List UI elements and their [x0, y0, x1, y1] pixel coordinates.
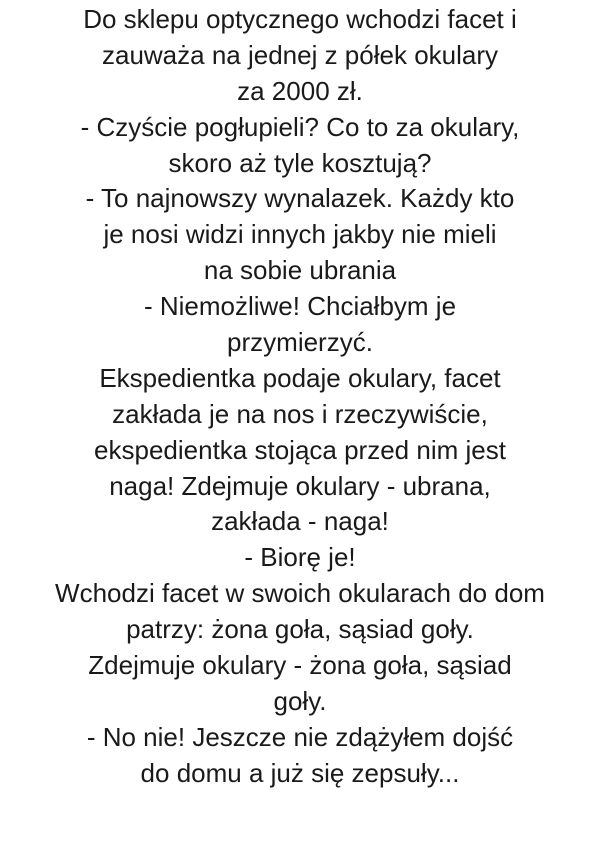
joke-line: - To najnowszy wynalazek. Każdy kto	[85, 183, 515, 214]
joke-line: Wchodzi facet w swoich okularach do dom	[55, 578, 545, 609]
joke-line: Do sklepu optycznego wchodzi facet i	[83, 4, 517, 34]
joke-line: Ekspedientka podaje okulary, facet	[99, 362, 501, 393]
joke-line: do domu a już się zepsuły...	[140, 757, 460, 788]
joke-line: goły.	[273, 685, 327, 716]
joke-line: - Czyście pogłupieli? Co to za okulary,	[80, 111, 520, 142]
joke-line: patrzy: żona goła, sąsiad goły.	[126, 614, 474, 645]
joke-line: zakłada - naga!	[211, 506, 389, 537]
joke-line: przymierzyć.	[227, 327, 373, 358]
joke-line: - Biorę je!	[244, 542, 356, 573]
joke-line: zakłada je na nos i rzeczywiście,	[112, 398, 488, 429]
joke-line: zauważa na jednej z półek okulary	[101, 39, 499, 70]
joke-line: - Niemożliwe! Chciałbym je	[143, 291, 457, 322]
joke-line: Zdejmuje okulary - żona goła, sąsiad	[88, 650, 512, 681]
joke-text	[0, 2, 600, 792]
joke-line: je nosi widzi innych jakby nie mieli	[103, 219, 497, 250]
joke-line: ekspedientka stojąca przed nim jest	[94, 434, 506, 465]
joke-line: za 2000 zł.	[237, 75, 363, 106]
joke-line: skoro aż tyle kosztują?	[168, 147, 432, 178]
joke-line: - No nie! Jeszcze nie zdążyłem dojść	[86, 721, 514, 752]
joke-line: naga! Zdejmuje okulary - ubrana,	[109, 470, 491, 501]
joke-line: na sobie ubrania	[203, 255, 397, 286]
